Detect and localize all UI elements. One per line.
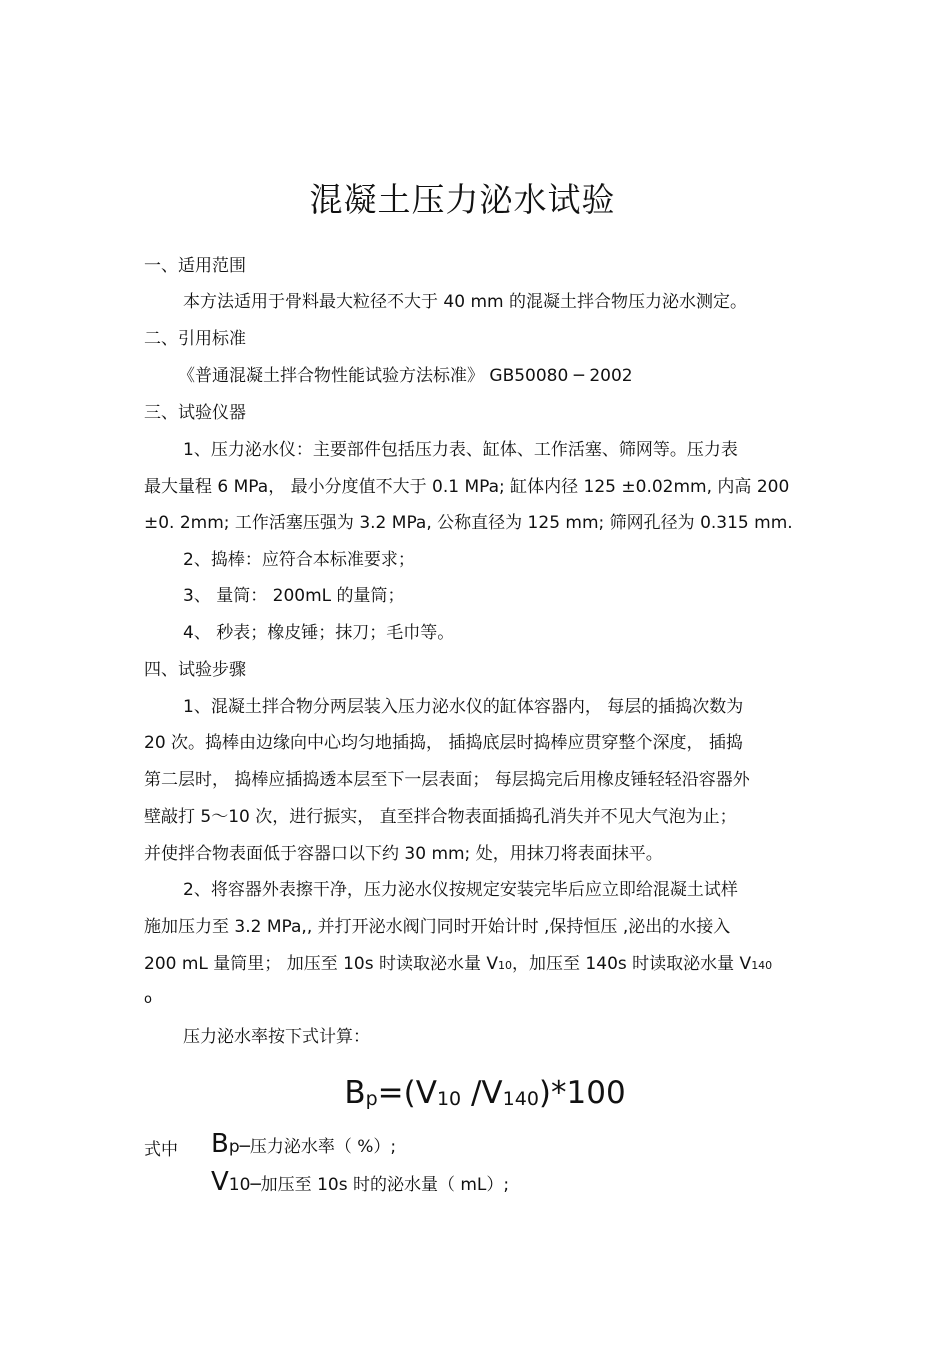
legend-v10-text: ─加压至 10s 时的泌水量（ mL）; xyxy=(250,1175,510,1195)
page-title: 混凝土压力泌水试验 xyxy=(309,180,616,219)
procedure-line-2: 20 次。捣棒由边缘向中心均匀地插捣， 插捣底层时捣棒应贯穿整个深度， 插捣 xyxy=(144,733,743,753)
procedure-line-8 xyxy=(144,954,772,976)
procedure-line-3: 第二层时， 捣棒应插捣透本层至下一层表面； 每层捣完后用橡皮锤轻轻沿容器外 xyxy=(144,770,750,790)
section-heading-procedure: 四、试验步骤 xyxy=(144,660,246,680)
section-heading-standard: 二、引用标准 xyxy=(144,329,246,349)
formula-end: )*100 xyxy=(538,1075,626,1111)
formula-b: B xyxy=(344,1075,366,1111)
procedure-line-8-part-c: ，加压至 140s 时读取泌水量 V xyxy=(512,954,752,974)
paragraph-standard: 《普通混凝土拌合物性能试验方法标准》 GB50080 ─ 2002 xyxy=(178,366,633,386)
instrument-line-4: 2、捣棒：应符合本标准要求； xyxy=(183,550,415,570)
procedure-line-8-part-a: 200 mL 量筒里； 加压至 10s 时读取泌水量 V xyxy=(144,954,499,974)
legend-label: 式中 xyxy=(144,1140,178,1160)
legend-v10 xyxy=(211,1167,510,1197)
legend-v10-symbol: V xyxy=(211,1167,229,1197)
procedure-line-5: 并使拌合物表面低于容器口以下约 30 mm; 处，用抹刀将表面抹平。 xyxy=(144,844,663,864)
legend-bp-symbol: B xyxy=(211,1129,229,1159)
instrument-line-2: 最大量程 6 MPa， 最小分度值不大于 0.1 MPa; 缸体内径 125 ±0.02mm, 内高 200 xyxy=(144,477,790,497)
instrument-line-3: ±0. 2mm; 工作活塞压强为 3.2 MPa, 公称直径为 125 mm; 筛网孔径为 0.315 mm. xyxy=(144,513,793,533)
formula-mid: /V xyxy=(461,1075,503,1111)
legend-bp-text: ─压力泌水率（ %）; xyxy=(239,1137,397,1157)
section-heading-scope: 一、适用范围 xyxy=(144,256,246,276)
formula-v10-sub: 10 xyxy=(436,1088,462,1110)
instrument-line-5: 3、 量筒： 200mL 的量筒； xyxy=(183,586,405,606)
legend-bp-sub: p xyxy=(228,1137,240,1157)
formula-eq: =(V xyxy=(377,1075,437,1111)
section-heading-instruments: 三、试验仪器 xyxy=(144,403,246,423)
legend-bp xyxy=(211,1129,397,1159)
formula-v140-sub: 140 xyxy=(502,1088,539,1110)
instrument-line-6: 4、 秒表；橡皮锤；抹刀；毛巾等。 xyxy=(183,623,455,643)
procedure-line-6: 2、将容器外表擦干净，压力泌水仪按规定安装完毕后应立即给混凝土试样 xyxy=(183,880,738,900)
paragraph-scope: 本方法适用于骨料最大粒径不大于 40 mm 的混凝土拌合物压力泌水测定。 xyxy=(183,292,747,312)
procedure-line-4: 壁敲打 5～10 次，进行振实， 直至拌合物表面插捣孔消失并不见大气泡为止； xyxy=(144,807,737,827)
formula-intro: 压力泌水率按下式计算： xyxy=(183,1027,370,1047)
formula-p: p xyxy=(365,1088,378,1110)
procedure-line-7: 施加压力至 3.2 MPa,, 并打开泌水阀门同时开始计时 ,保持恒压 ,泌出的水接入 xyxy=(144,917,731,937)
formula xyxy=(0,1075,950,1111)
legend-v10-sub: 10 xyxy=(228,1175,251,1195)
procedure-line-9: o xyxy=(144,992,152,1007)
subscript-v10: 10 xyxy=(498,959,513,972)
subscript-v140: 140 xyxy=(751,959,773,972)
procedure-line-1: 1、混凝土拌合物分两层装入压力泌水仪的缸体容器内， 每层的插捣次数为 xyxy=(183,697,744,717)
instrument-line-1: 1、压力泌水仪：主要部件包括压力表、缸体、工作活塞、筛网等。压力表 xyxy=(183,440,738,460)
